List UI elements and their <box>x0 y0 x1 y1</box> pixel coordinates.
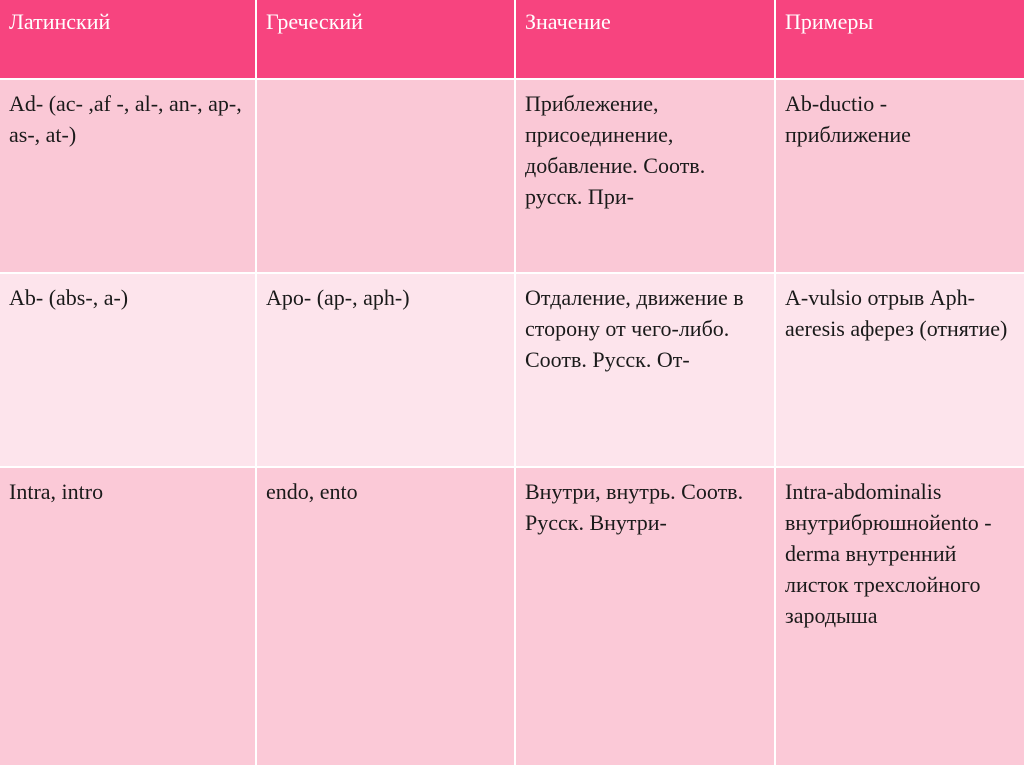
header-latin: Латинский <box>0 0 257 80</box>
row1-latin: Ad- (ac- ,af -, al-, an-, ap-, as-, at-) <box>0 80 257 274</box>
row1-greek <box>257 80 516 274</box>
row3-greek: endo, ento <box>257 468 516 767</box>
row3-latin: Intra, intro <box>0 468 257 767</box>
row2-meaning: Отдаление, движение в сторону от чего-либо. Соотв. Русск. От- <box>516 274 776 468</box>
header-examples: Примеры <box>776 0 1024 80</box>
row2-greek: Apo- (ap-, aph-) <box>257 274 516 468</box>
row2-latin: Ab- (abs-, a-) <box>0 274 257 468</box>
header-meaning: Значение <box>516 0 776 80</box>
row2-examples: A-vulsio отрыв Aph-aeresis аферез (отнятие) <box>776 274 1024 468</box>
row3-examples: Intra-abdominalis внутрибрюшнойento -derma внутренний листок трехслойного зародыша <box>776 468 1024 767</box>
row3-meaning: Внутри, внутрь. Соотв. Русск. Внутри- <box>516 468 776 767</box>
header-greek: Греческий <box>257 0 516 80</box>
row1-meaning: Приблежение, присоединение, добавление. Соотв. русск. При- <box>516 80 776 274</box>
row1-examples: Ab-ductio - приближение <box>776 80 1024 274</box>
